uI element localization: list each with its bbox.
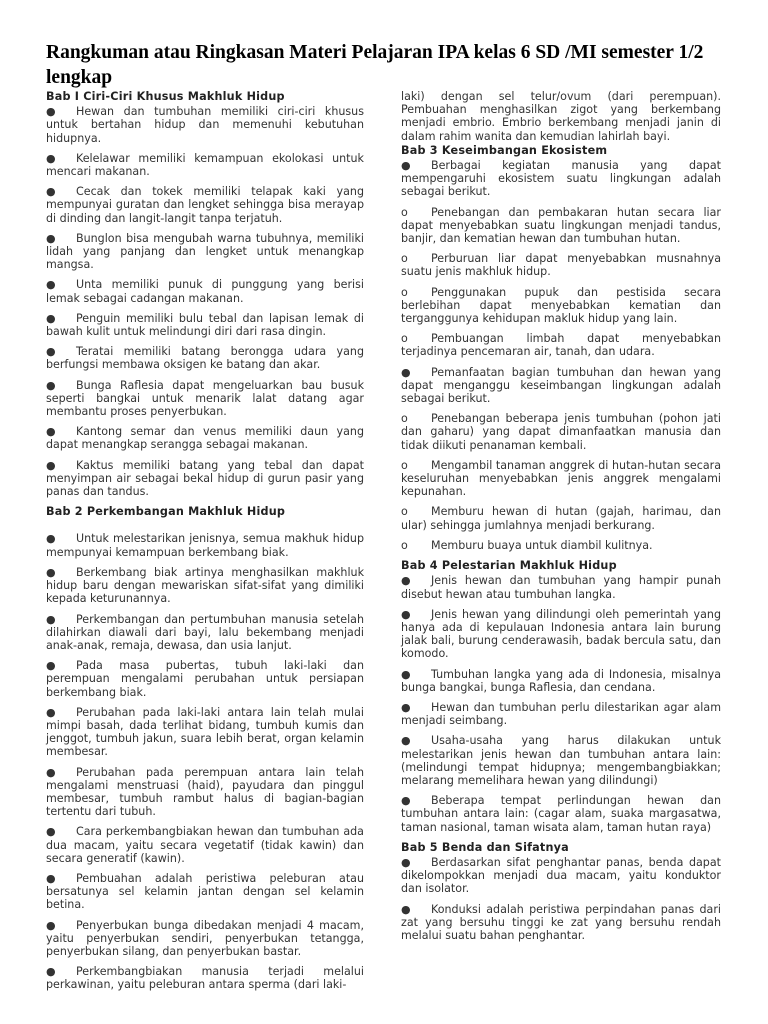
- list-item: ● Penguin memiliki bulu tebal dan lapisan lemak di bawah kulit untuk melindungi diri dari rasa dingin.: [46, 311, 364, 339]
- bullet-icon: ●: [401, 902, 411, 916]
- bullet-icon: ●: [401, 700, 411, 714]
- sub-list-item: o Memburu buaya untuk diambil kulitnya.: [401, 538, 653, 552]
- sub-bullet-icon: o: [401, 412, 408, 426]
- bullet-icon: ●: [46, 965, 56, 979]
- bab5-heading: Bab 5 Benda dan Sifatnya: [401, 840, 569, 854]
- list-item: ● Tumbuhan langka yang ada di Indonesia, misalnya bunga bangkai, bunga Raflesia, dan cendana.: [401, 667, 721, 694]
- sub-bullet-icon: o: [401, 252, 408, 266]
- list-item: ● Bunga Raflesia dapat mengeluarkan bau busuk seperti bangkai untuk menarik lalat datang agar membantu proses penyerbukan.: [46, 378, 364, 419]
- list-item: ● Jenis hewan dan tumbuhan yang hampir punah disebut hewan atau tumbuhan langka.: [401, 574, 721, 601]
- bullet-icon: ●: [46, 311, 56, 325]
- list-item: ● Perkembangan dan pertumbuhan manusia setelah dilahirkan diawali dari bayi, lalu bekembang menjadi anak-anak, remaja, dewasa, dan usia lanjut.: [46, 612, 364, 652]
- list-item: ● Kelelawar memiliki kemampuan ekolokasi untuk mencari makanan.: [46, 151, 364, 179]
- list-item: ● Kantong semar dan venus memiliki daun yang dapat menangkap serangga sebagai makanan.: [46, 425, 364, 452]
- bullet-icon: ●: [401, 855, 411, 869]
- bullet-icon: ●: [401, 159, 411, 173]
- sub-bullet-icon: o: [401, 285, 408, 299]
- bab2-heading: Bab 2 Perkembangan Makhluk Hidup: [46, 505, 286, 519]
- sub-bullet-icon: o: [401, 458, 408, 472]
- list-item: ● Hewan dan tumbuhan memiliki ciri-ciri khusus untuk bertahan hidup dan memenuhi kebutuhan hidupnya.: [46, 105, 364, 145]
- bullet-icon: ●: [46, 378, 56, 392]
- bullet-icon: ●: [46, 871, 56, 885]
- bullet-icon: ●: [46, 659, 56, 673]
- bullet-icon: ●: [401, 365, 411, 379]
- sub-list-item: o Penggunakan pupuk dan pestisida secara berlebihan dapat menyebabkan kematian dan terganggunya kehidupan makluk hidup yang lain.: [401, 285, 721, 326]
- bullet-icon: ●: [46, 151, 56, 165]
- bullet-icon: ●: [401, 734, 411, 748]
- bullet-icon: ●: [46, 612, 56, 626]
- list-item: ● Konduksi adalah peristiwa perpindahan panas dari zat yang bersuhu tinggi ke zat yang bersuhu rendah melalui suatu bahan penghantar.: [401, 902, 721, 942]
- right-column: [401, 90, 721, 949]
- list-item: ● Berbagai kegiatan manusia yang dapat mempengaruhi ekosistem suatu lingkungan adalah sebagai berikut.: [401, 159, 721, 199]
- bullet-icon: ●: [46, 278, 56, 292]
- sub-bullet-icon: o: [401, 538, 408, 552]
- bullet-icon: ●: [46, 185, 56, 199]
- bullet-icon: ●: [401, 574, 411, 588]
- bullet-icon: ●: [46, 532, 56, 546]
- bab4-heading: Bab 4 Pelestarian Makhluk Hidup: [401, 559, 617, 573]
- bab3-heading: Bab 3 Keseimbangan Ekosistem: [401, 143, 608, 157]
- list-item: ● Penyerbukan bunga dibedakan menjadi 4 macam, yaitu penyerbukan sendiri, penyerbukan tetangga, penyerbukan silang, dan penyerbukan bastar.: [46, 918, 364, 958]
- list-item: ● Berkembang biak artinya menghasilkan makhluk hidup baru dengan mewariskan sifat-sifat yang dimiliki kepada keturunannya.: [46, 565, 364, 606]
- bullet-icon: ●: [46, 705, 56, 719]
- sub-list-item: o Mengambil tanaman anggrek di hutan-hutan secara keseluruhan menyebabkan jenis anggrek mengalami kepunahan.: [401, 458, 721, 499]
- bab1-heading: Bab I Ciri-Ciri Khusus Makhluk Hidup: [46, 90, 285, 103]
- sub-list-item: o Penebangan dan pembakaran hutan secara liar dapat menyebabkan suatu lingkungan menjadi tandus, banjir, dan kematian hewan dan tumbuhan hutan.: [401, 205, 721, 246]
- list-item: ● Jenis hewan yang dilindungi oleh pemerintah yang hanya ada di kepulauan Indonesia antara lain burung jalak bali, burung cenderawasih, badak bercula satu, dan komodo.: [401, 607, 721, 661]
- list-item: ● Cara perkembangbiakan hewan dan tumbuhan ada dua macam, yaitu secara vegetatif (tidak kawin) dan secara generatif (kawin).: [46, 825, 364, 865]
- list-item: ● Bunglon bisa mengubah warna tubuhnya, memiliki lidah yang panjang dan lengket untuk menangkap mangsa.: [46, 231, 364, 272]
- bullet-icon: ●: [46, 425, 56, 439]
- list-item: ● Perubahan pada perempuan antara lain telah mengalami menstruasi (haid), payudara dan pinggul membesar, tumbuh rambut halus di bagian-bagian tertentu dari tubuh.: [46, 765, 364, 819]
- bullet-icon: ●: [46, 231, 56, 245]
- sub-list-item: o Perburuan liar dapat menyebabkan musnahnya suatu jenis makhluk hidup.: [401, 252, 721, 279]
- list-item: ● Usaha-usaha yang harus dilakukan untuk melestarikan jenis hewan dan tumbuhan antara lain: (melindungi tempat hidupnya; mengembangbiakkan; melarang memelihara hewan yang dilindungi): [401, 734, 721, 787]
- bullet-icon: ●: [46, 565, 56, 579]
- bullet-icon: ●: [46, 825, 56, 839]
- list-item: ● Perubahan pada laki-laki antara lain telah mulai mimpi basah, dada terlihat bidang, tumbuh kumis dan jenggot, tumbuh jakun, suara lebih berat, organ kelamin membesar.: [46, 705, 364, 759]
- list-item: ● Pada masa pubertas, tubuh laki-laki dan perempuan mengalami perubahan untuk persiapan berkembang biak.: [46, 659, 364, 699]
- bab2-continuation: laki) dengan sel telur/ovum (dari perempuan). Pembuahan menghasilkan zigot yang berkembang menjadi embrio. Embrio berkembang menjadi janin di dalam rahim wanita dan kemudian lahirlah bayi.: [401, 90, 721, 143]
- list-item: ● Hewan dan tumbuhan perlu dilestarikan agar alam menjadi seimbang.: [401, 700, 721, 728]
- bullet-icon: ●: [46, 345, 56, 359]
- list-item: ● Teratai memiliki batang berongga udara yang berfungsi membawa oksigen ke batang dan akar.: [46, 345, 364, 372]
- list-item: ● Untuk melestarikan jenisnya, semua makhuk hidup mempunyai kemampuan berkembang biak.: [46, 532, 364, 559]
- bullet-icon: ●: [46, 765, 56, 779]
- bullet-icon: ●: [401, 794, 411, 808]
- list-item: ● Unta memiliki punuk di punggung yang berisi lemak sebagai cadangan makanan.: [46, 278, 364, 305]
- sub-bullet-icon: o: [401, 505, 408, 519]
- list-item: ● Kaktus memiliki batang yang tebal dan dapat menyimpan air sebagai bekal hidup di gurun pasir yang panas dan tandus.: [46, 458, 364, 499]
- bullet-icon: ●: [401, 607, 411, 621]
- list-item: ● Cecak dan tokek memiliki telapak kaki yang mempunyai guratan dan lengket sehingga bisa merayap di dinding dan langit-langit tanpa terjatuh.: [46, 185, 364, 225]
- bullet-icon: ●: [46, 918, 56, 932]
- page-title: Rangkuman atau Ringkasan Materi Pelajaran IPA kelas 6 SD /MI semester 1/2 lengkap: [46, 42, 704, 88]
- sub-list-item: o Memburu hewan di hutan (gajah, harimau, dan ular) sehingga jumlahnya menjadi berkurang.: [401, 505, 721, 532]
- list-item: ● Berdasarkan sifat penghantar panas, benda dapat dikelompokkan menjadi dua macam, yaitu konduktor dan isolator.: [401, 855, 721, 896]
- bullet-icon: ●: [46, 458, 56, 472]
- list-item: ● Perkembangbiakan manusia terjadi melalui perkawinan, yaitu peleburan antara sperma (dari laki-: [46, 965, 364, 992]
- sub-list-item: o Pembuangan limbah dapat menyebabkan terjadinya pencemaran air, tanah, dan udara.: [401, 332, 721, 359]
- list-item: ● Pemanfaatan bagian tumbuhan dan hewan yang dapat menganggu keseimbangan lingkungan adalah sebagai berikut.: [401, 365, 721, 406]
- bullet-icon: ●: [401, 667, 411, 681]
- bullet-icon: ●: [46, 105, 56, 119]
- sub-bullet-icon: o: [401, 205, 408, 219]
- left-column: [46, 90, 364, 999]
- sub-list-item: o Penebangan beberapa jenis tumbuhan (pohon jati dan gaharu) yang dapat dimanfaatkan manusia dan tidak diikuti penanaman kembali.: [401, 412, 721, 452]
- list-item: ● Beberapa tempat perlindungan hewan dan tumbuhan antara lain: (cagar alam, suaka margasatwa, taman nasional, taman wisata alam, taman hutan raya): [401, 794, 721, 834]
- list-item: ● Pembuahan adalah peristiwa peleburan atau bersatunya sel kelamin jantan dengan sel kelamin betina.: [46, 871, 364, 912]
- sub-bullet-icon: o: [401, 332, 408, 346]
